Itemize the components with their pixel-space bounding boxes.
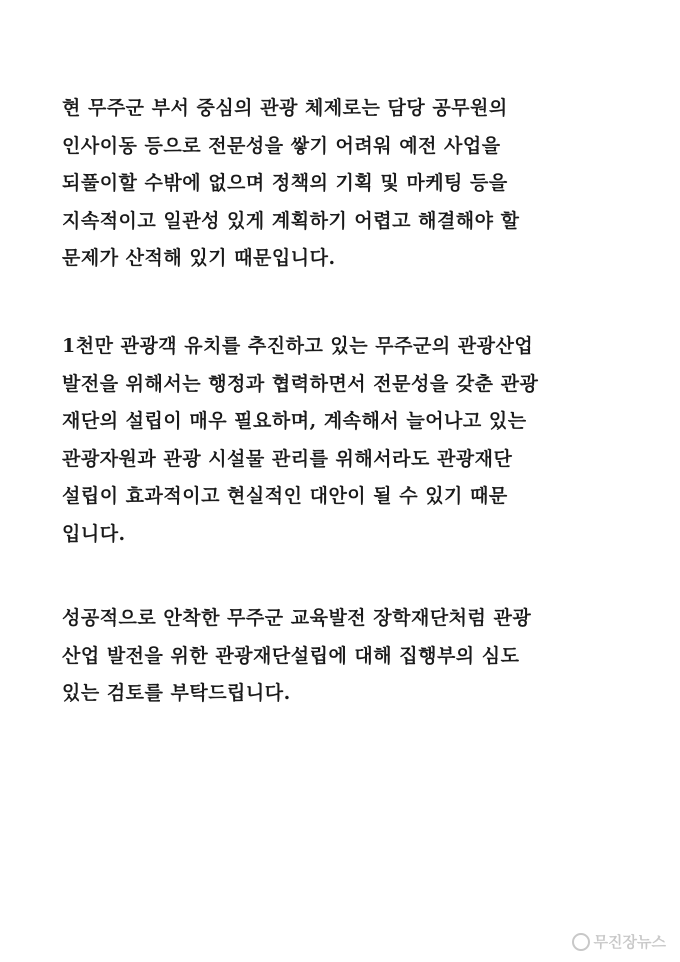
text-line: 설립이 효과적이고 현실적인 대안이 될 수 있기 때문 bbox=[62, 485, 508, 507]
logo-mark-icon bbox=[572, 933, 590, 951]
text-line: 지속적이고 일관성 있게 계획하기 어렵고 해결해야 할 bbox=[62, 209, 520, 232]
text-line: 관광자원과 관광 시설물 관리를 위해서라도 관광재단 bbox=[62, 447, 513, 470]
text-line: 산업 발전을 위한 관광재단설립에 대해 집행부의 심도 bbox=[62, 644, 520, 667]
text-line: 인사이동 등으로 전문성을 쌓기 어려워 예전 사업을 bbox=[62, 134, 501, 157]
paragraph-1 bbox=[62, 90, 622, 278]
paragraph-2 bbox=[62, 328, 622, 553]
watermark bbox=[572, 931, 666, 952]
text-line: 성공적으로 안착한 무주군 교육발전 장학재단처럼 관광 bbox=[62, 607, 532, 629]
text-line: 1천만 관광객 유치를 추진하고 있는 무주군의 관광산업 bbox=[62, 335, 534, 357]
text-line: 되풀이할 수밖에 없으며 정책의 기획 및 마케팅 등을 bbox=[62, 172, 508, 194]
paragraph-3 bbox=[62, 600, 622, 713]
text-line: 발전을 위해서는 행정과 협력하면서 전문성을 갖춘 관광 bbox=[62, 372, 539, 395]
text-line: 재단의 설립이 매우 필요하며, 계속해서 늘어나고 있는 bbox=[62, 410, 527, 432]
text-line: 현 무주군 부서 중심의 관광 체제로는 담당 공무원의 bbox=[62, 97, 508, 119]
watermark-text: 무진장뉴스 bbox=[593, 933, 666, 951]
text-line: 문제가 산적해 있기 때문입니다. bbox=[62, 247, 336, 269]
text-line: 입니다. bbox=[62, 522, 126, 545]
text-line: 있는 검토를 부탁드립니다. bbox=[62, 682, 291, 704]
